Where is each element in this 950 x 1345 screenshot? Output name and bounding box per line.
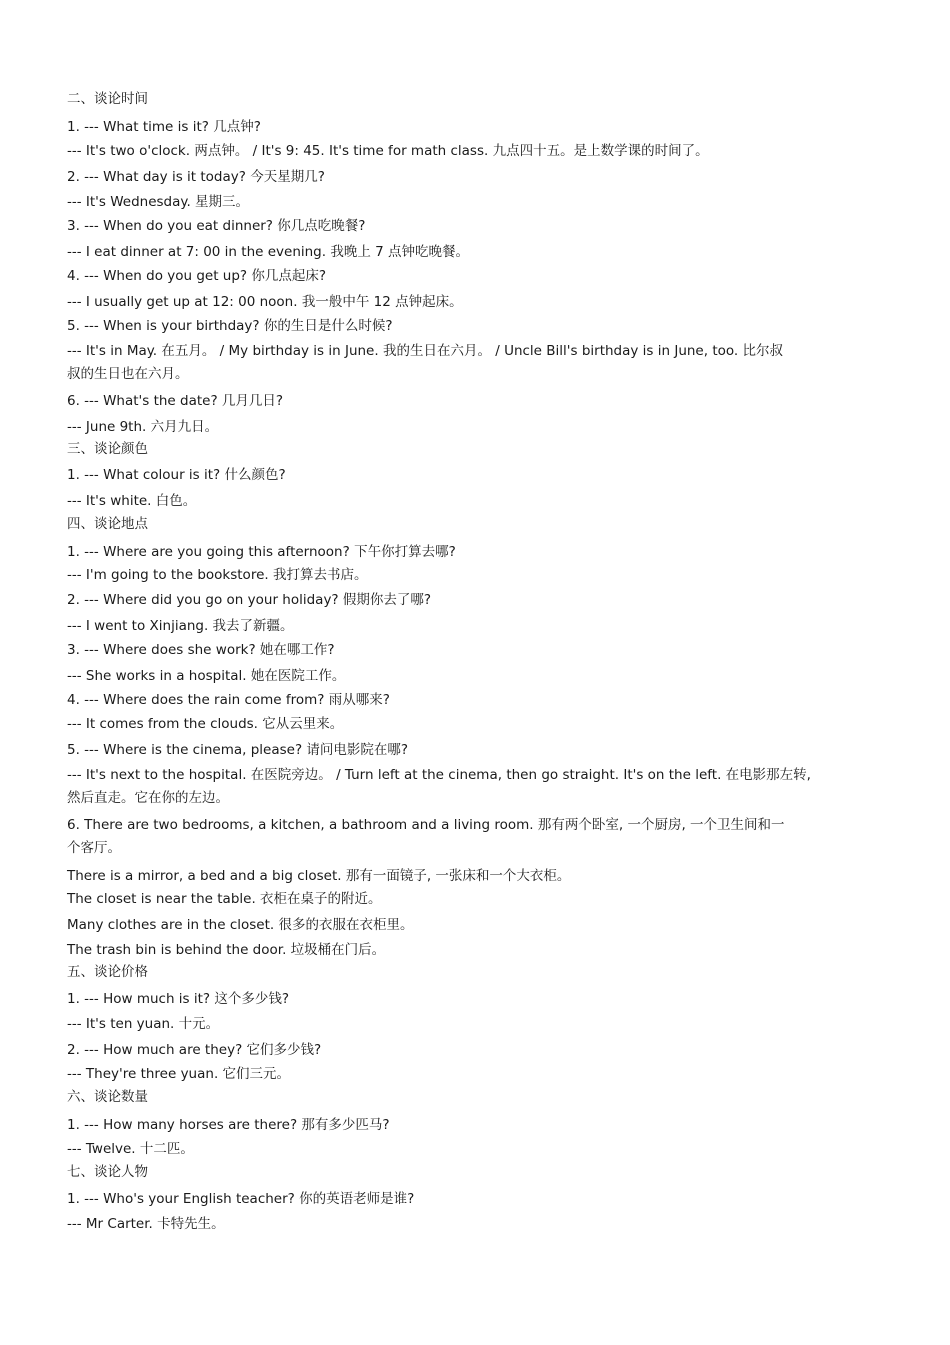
text-line: --- I eat dinner at 7: 00 in the evening. 我晚上 7 点钟吃晚餐。 bbox=[67, 244, 470, 260]
text-line: 1. --- How much is it? 这个多少钱? bbox=[67, 991, 290, 1007]
text-line: 2. --- What day is it today? 今天星期几? bbox=[67, 169, 325, 185]
text-line: --- It's two o'clock. 两点钟。 / It's 9: 45. It's time for math class. 九点四十五。是上数学课的时间了。 bbox=[67, 143, 709, 159]
text-line: 3. --- When do you eat dinner? 你几点吃晚餐? bbox=[67, 218, 366, 234]
text-line: --- I usually get up at 12: 00 noon. 我一般中午 12 点钟起床。 bbox=[67, 294, 463, 310]
text-line: 5. --- Where is the cinema, please? 请问电影院在哪? bbox=[67, 742, 409, 758]
text-line: 2. --- Where did you go on your holiday? 假期你去了哪? bbox=[67, 592, 432, 608]
section-heading: 四、谈论地点 bbox=[67, 516, 148, 532]
text-line: --- June 9th. 六月九日。 bbox=[67, 419, 219, 435]
text-line: 3. --- Where does she work? 她在哪工作? bbox=[67, 642, 335, 658]
text-line: --- It's in May. 在五月。 / My birthday is in June. 我的生日在六月。 / Uncle Bill's birthday is in June, too. 比尔叔 bbox=[67, 343, 783, 359]
section-heading: 五、谈论价格 bbox=[67, 964, 148, 980]
text-line: --- I went to Xinjiang. 我去了新疆。 bbox=[67, 618, 294, 634]
text-line: 1. --- How many horses are there? 那有多少匹马? bbox=[67, 1117, 390, 1133]
text-line: 6. --- What's the date? 几月几日? bbox=[67, 393, 284, 409]
text-line: --- It comes from the clouds. 它从云里来。 bbox=[67, 716, 344, 732]
text-line: --- It's ten yuan. 十元。 bbox=[67, 1016, 220, 1032]
section-heading: 三、谈论颜色 bbox=[67, 441, 148, 457]
text-line: 然后直走。它在你的左边。 bbox=[67, 790, 229, 806]
text-line: The trash bin is behind the door. 垃圾桶在门后。 bbox=[67, 942, 386, 958]
text-line: 叔的生日也在六月。 bbox=[67, 366, 189, 382]
text-line: --- It's Wednesday. 星期三。 bbox=[67, 194, 250, 210]
text-line: --- She works in a hospital. 她在医院工作。 bbox=[67, 668, 346, 684]
text-line: The closet is near the table. 衣柜在桌子的附近。 bbox=[67, 891, 382, 907]
text-line: 1. --- Who's your English teacher? 你的英语老师是谁? bbox=[67, 1191, 415, 1207]
text-line: 4. --- When do you get up? 你几点起床? bbox=[67, 268, 327, 284]
text-line: 5. --- When is your birthday? 你的生日是什么时候? bbox=[67, 318, 393, 334]
section-heading: 二、谈论时间 bbox=[67, 91, 148, 107]
section-heading: 七、谈论人物 bbox=[67, 1164, 148, 1180]
text-line: --- It's white. 白色。 bbox=[67, 493, 197, 509]
text-line: --- They're three yuan. 它们三元。 bbox=[67, 1066, 291, 1082]
text-line: 1. --- Where are you going this afternoon? 下午你打算去哪? bbox=[67, 544, 456, 560]
text-line: --- I'm going to the bookstore. 我打算去书店。 bbox=[67, 567, 368, 583]
section-heading: 六、谈论数量 bbox=[67, 1089, 148, 1105]
text-line: --- Mr Carter. 卡特先生。 bbox=[67, 1216, 225, 1232]
text-line: There is a mirror, a bed and a big closet. 那有一面镜子, 一张床和一个大衣柜。 bbox=[67, 868, 571, 884]
text-line: 4. --- Where does the rain come from? 雨从哪来? bbox=[67, 692, 390, 708]
text-line: --- Twelve. 十二匹。 bbox=[67, 1141, 194, 1157]
text-line: Many clothes are in the closet. 很多的衣服在衣柜里。 bbox=[67, 917, 414, 933]
text-line: 个客厅。 bbox=[67, 840, 121, 856]
text-line: --- It's next to the hospital. 在医院旁边。 / Turn left at the cinema, then go straight. It's on the left. 在电影那左转, bbox=[67, 767, 811, 783]
text-line: 2. --- How much are they? 它们多少钱? bbox=[67, 1042, 322, 1058]
text-line: 1. --- What time is it? 几点钟? bbox=[67, 119, 261, 135]
text-line: 1. --- What colour is it? 什么颜色? bbox=[67, 467, 286, 483]
text-line: 6. There are two bedrooms, a kitchen, a bathroom and a living room. 那有两个卧室, 一个厨房, 一个卫生间和一 bbox=[67, 817, 785, 833]
